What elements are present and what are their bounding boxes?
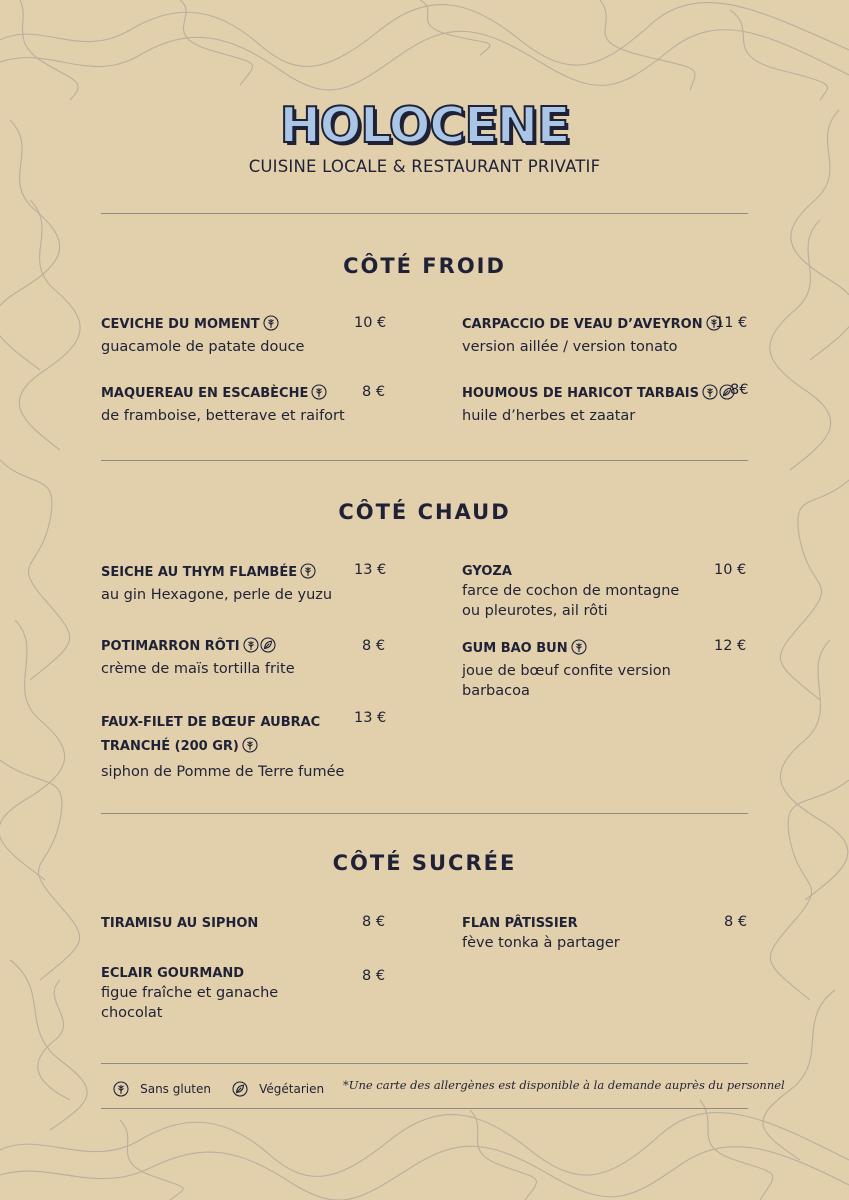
item-name: CEVICHE DU MOMENT [101,317,260,332]
menu-item [462,384,735,426]
gluten-free-icon [263,315,279,337]
item-price: 12 € [714,638,747,654]
item-description: huile d’herbes et zaatar [462,408,636,424]
item-price: 10 € [714,562,747,578]
item-name: FAUX-FILET DE BŒUF AUBRAC [101,715,321,730]
gluten-free-icon [113,1081,129,1101]
item-price: 13 € [354,710,387,726]
menu-item [462,639,671,701]
item-price: 8€ [730,382,749,398]
menu-item [101,563,332,605]
menu-item [101,915,258,933]
gluten-free-icon [311,384,327,406]
item-description: barbacoa [462,683,530,699]
item-name: FLAN PÂTISSIER [462,916,578,931]
item-name: MAQUEREAU EN ESCABÈCHE [101,386,309,401]
item-description: crème de maïs tortilla frite [101,661,295,677]
menu-item [462,315,722,357]
item-price: 8 € [362,914,386,930]
item-description: version aillée / version tonato [462,339,678,355]
section-title-cold: CÔTÉ FROID [343,254,506,278]
item-description: farce de cochon de montagne [462,583,680,599]
item-name: CARPACCIO DE VEAU D’AVEYRON [462,317,703,332]
item-price: 8 € [362,384,386,400]
item-price: 8 € [362,638,386,654]
menu-item [101,965,278,1023]
gluten-free-icon [242,737,258,762]
item-description: figue fraîche et ganache [101,985,279,1001]
gluten-free-icon [243,637,259,659]
item-name: POTIMARRON RÔTI [101,639,240,654]
menu-item [101,384,345,426]
item-price: 13 € [354,562,387,578]
vegetarian-icon [260,637,276,659]
gluten-free-icon [300,563,316,585]
gluten-free-icon [571,639,587,661]
item-description: siphon de Pomme de Terre fumée [101,764,345,780]
item-description: de framboise, betterave et raifort [101,408,345,424]
menu-item [101,711,344,782]
menu-item [101,637,295,679]
legend-vegetarian [232,1078,324,1101]
item-name: ECLAIR GOURMAND [101,966,245,981]
gluten-free-icon [702,384,718,406]
item-price: 11 € [715,315,748,331]
item-description: guacamole de patate douce [101,339,305,355]
item-price: 8 € [362,968,386,984]
item-name-continued: TRANCHÉ (200 GR) [101,739,239,754]
section-title-hot: CÔTÉ CHAUD [338,500,511,524]
item-price: 10 € [354,315,387,331]
legend-label: Végétarien [259,1082,325,1096]
item-description: au gin Hexagone, perle de yuzu [101,587,333,603]
divider [101,1108,748,1109]
divider [101,460,748,461]
menu-item [462,915,620,953]
item-name: SEICHE AU THYM FLAMBÉE [101,565,298,580]
restaurant-logo: HOLOCENE [279,97,570,154]
section-title-sweet: CÔTÉ SUCRÉE [332,851,517,875]
item-description: chocolat [101,1005,163,1021]
menu-item [462,563,679,621]
legend-gluten-free [113,1078,211,1101]
item-description: joue de bœuf confite version [462,663,671,679]
item-description: fève tonka à partager [462,935,620,951]
divider [101,213,748,214]
restaurant-tagline: CUISINE LOCALE & RESTAURANT PRIVATIF [248,157,601,176]
divider [101,813,748,814]
item-name: GYOZA [462,564,512,579]
item-name: TIRAMISU AU SIPHON [101,916,259,931]
allergen-note: *Une carte des allergènes est disponible à la demande auprès du personnel [343,1078,785,1092]
item-name: HOUMOUS DE HARICOT TARBAIS [462,386,699,401]
item-price: 8 € [724,914,748,930]
item-name: GUM BAO BUN [462,641,568,656]
divider [101,1063,748,1064]
legend-label: Sans gluten [140,1082,211,1096]
menu-item [101,315,304,357]
vegetarian-icon [232,1081,248,1101]
item-description: ou pleurotes, ail rôti [462,603,608,619]
